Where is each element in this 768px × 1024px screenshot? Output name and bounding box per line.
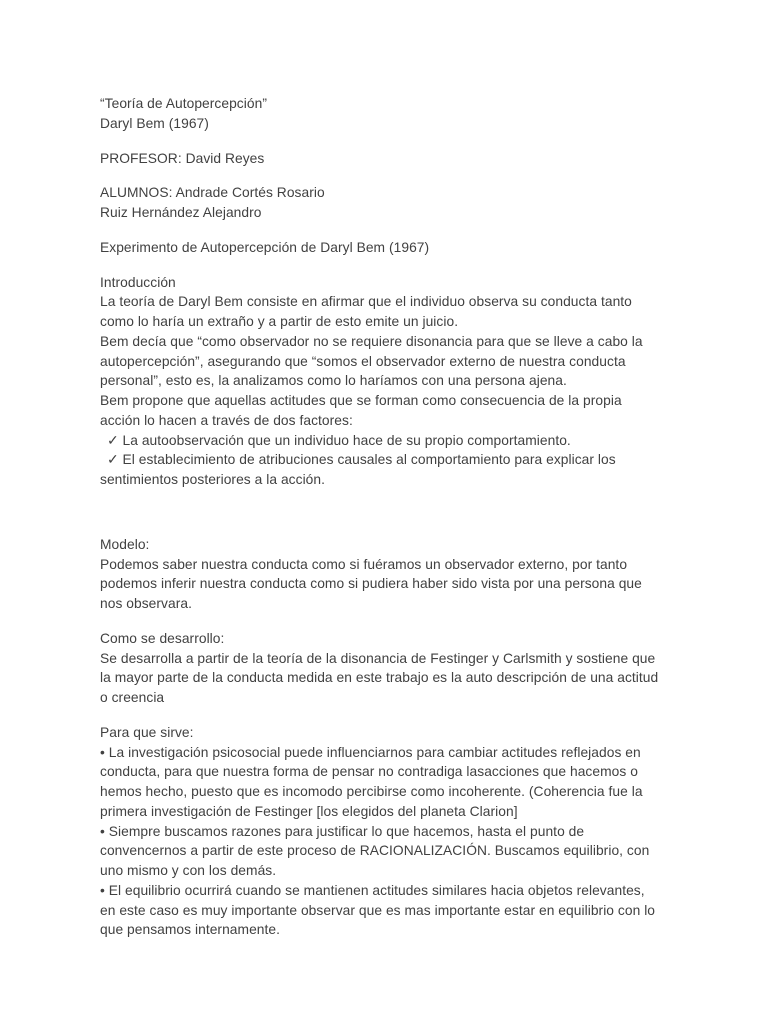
text-line: como lo haría un extraño y a partir de esto emite un juicio. bbox=[100, 314, 459, 329]
document-text bbox=[100, 94, 658, 940]
bullet-list-line: • El equilibrio ocurrirá cuando se mantienen actitudes similares hacia objetos relevantes, bbox=[100, 882, 645, 898]
bullet-list-line: • La investigación psicosocial puede influenciarnos para cambiar actitudes reflejados en bbox=[100, 744, 641, 760]
text-line: en este caso es muy importante observar que es mas importante estar en equilibrio con lo bbox=[100, 902, 656, 918]
check-list-line: ✓ El establecimiento de atribuciones causales al comportamiento para explicar los bbox=[107, 452, 616, 468]
text-line: Modelo: bbox=[100, 536, 150, 552]
blank-line bbox=[100, 505, 658, 520]
blank-line bbox=[100, 258, 658, 273]
text-line: “Teoría de Autopercepción” bbox=[100, 96, 267, 111]
text-line: Ruiz Hernández Alejandro bbox=[100, 205, 262, 220]
text-line: convencernos a partir de este proceso de RACIONALIZACIÓN. Buscamos equilibrio, con bbox=[100, 843, 650, 859]
blank-line bbox=[100, 520, 658, 535]
text-line: hemos hecho, puesto que es incomodo percibirse como incoherente. (Coherencia fue la bbox=[100, 784, 643, 799]
text-line: autopercepción”, asegurando que “somos el observador externo de nuestra conducta bbox=[100, 353, 626, 369]
text-line: Experimento de Autopercepción de Daryl Bem (1967) bbox=[100, 239, 430, 255]
text-line: Podemos saber nuestra conducta como si fuéramos un observador externo, por tanto bbox=[100, 556, 628, 572]
blank-line bbox=[100, 223, 658, 238]
text-line: ALUMNOS: Andrade Cortés Rosario bbox=[100, 185, 325, 201]
text-line: que pensamos internamente. bbox=[100, 922, 281, 938]
text-line: Introducción bbox=[100, 274, 176, 290]
text-line: Daryl Bem (1967) bbox=[100, 115, 209, 131]
blank-line bbox=[100, 134, 658, 149]
blank-line bbox=[100, 708, 658, 723]
check-list-line: ✓ La autoobservación que un individuo hace de su propio comportamiento. bbox=[107, 432, 571, 448]
blank-line bbox=[100, 490, 658, 505]
text-line: podemos inferir nuestra conducta como si pudiera haber sido vista por una persona que bbox=[100, 576, 642, 592]
text-line: nos observara. bbox=[100, 596, 192, 611]
blank-line bbox=[100, 168, 658, 183]
text-line: la mayor parte de la conducta medida en este trabajo es la auto descripción de una actitud bbox=[100, 670, 659, 686]
bullet-list-line: • Siempre buscamos razones para justificar lo que hacemos, hasta el punto de bbox=[100, 823, 585, 839]
text-line: conducta, para que nuestra forma de pensar no contradiga lasacciones que hacemos o bbox=[100, 764, 638, 780]
text-line: Bem propone que aquellas actitudes que se forman como consecuencia de la propia bbox=[100, 393, 622, 408]
text-line: uno mismo y con los demás. bbox=[100, 863, 277, 878]
text-line: primera investigación de Festinger [los elegidos del planeta Clarion] bbox=[100, 803, 518, 819]
blank-line bbox=[100, 614, 658, 629]
text-line: Bem decía que “como observador no se requiere disonancia para que se lleve a cabo la bbox=[100, 333, 643, 349]
text-line: Se desarrolla a partir de la teoría de la disonancia de Festinger y Carlsmith y sostiene que bbox=[100, 650, 656, 666]
text-line: PROFESOR: David Reyes bbox=[100, 150, 265, 166]
text-line: Para que sirve: bbox=[100, 724, 194, 740]
text-line: sentimientos posteriores a la acción. bbox=[100, 472, 326, 487]
text-line: Como se desarrollo: bbox=[100, 630, 225, 646]
text-line: acción lo hacen a través de dos factores: bbox=[100, 412, 353, 428]
text-line: o creencia bbox=[100, 690, 165, 705]
text-line: personal”, esto es, la analizamos como lo haríamos con una persona ajena. bbox=[100, 373, 567, 389]
text-line: La teoría de Daryl Bem consiste en afirmar que el individuo observa su conducta tanto bbox=[100, 294, 632, 310]
